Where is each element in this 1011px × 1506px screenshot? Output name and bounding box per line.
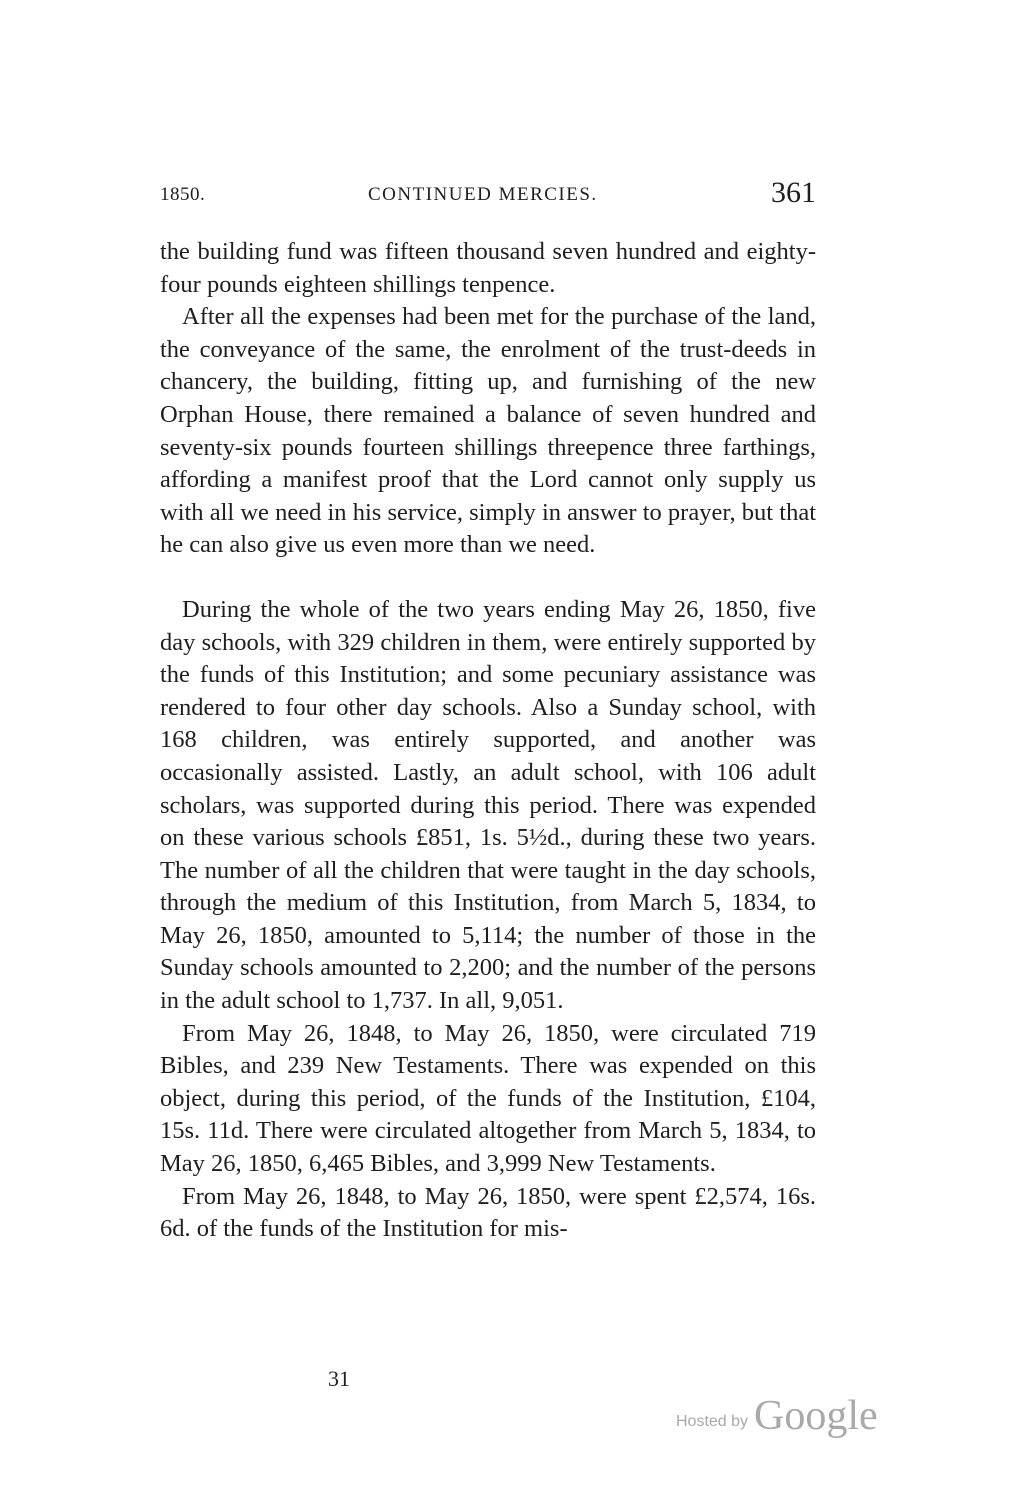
header-year: 1850. — [160, 184, 206, 205]
google-watermark — [676, 1392, 878, 1438]
header-title: CONTINUED MERCIES. — [368, 184, 598, 205]
paragraph-orphan-house-balance: After all the expenses had been met for the purchase of the land, the conveyance of the same, the enrolment of the trust-deeds in chancery, the building, fitting up, and furnishing of the new Orphan House, there remained a balance of seven hundred and seventy-six pounds fourteen shillings threepence three farthings, affording a manifest proof that the Lord cannot only supply us with all we need in his service, simply in answer to prayer, but that he can also give us even more than we need. — [160, 303, 816, 559]
signature-mark: 31 — [328, 1366, 350, 1391]
page-number: 361 — [771, 176, 816, 209]
running-head — [160, 176, 816, 216]
paragraph-schools: During the whole of the two years ending May 26, 1850, five day schools, with 329 children in them, were entirely supported by the funds of this Institution; and some pecuniary assistance was rendered to four other day schools. Also a Sunday school, with 168 children, was entirely supported, and another was occasionally assisted. Lastly, an adult school, with 106 adult scholars, was supported during this period. There was expended on these various schools £851, 1s. 5½d., during these two years. The number of all the children that were taught in the day schools, through the medium of this Institution, from March 5, 1834, to May 26, 1850, amounted to 5,114; the number of those in the Sunday schools amounted to 2,200; and the number of the persons in the adult school to 1,737. In all, 9,051. — [160, 595, 816, 1015]
body-text — [160, 236, 816, 1246]
paragraph-missions: From May 26, 1848, to May 26, 1850, were spent £2,574, 16s. 6d. of the funds of the Institution for mis- — [160, 1182, 816, 1243]
watermark-prefix: Hosted by — [676, 1413, 749, 1430]
watermark-brand: Google — [754, 1393, 878, 1439]
paragraph-bibles: From May 26, 1848, to May 26, 1850, were circulated 719 Bibles, and 239 New Testaments. There was expended on this object, during this period, of the funds of the Institution, £104, 15s. 11d. There were circulated altogether from March 5, 1834, to May 26, 1850, 6,465 Bibles, and 3,999 New Testaments. — [160, 1019, 816, 1178]
paragraph-continuation: the building fund was fifteen thousand seven hundred and eighty-four pounds eighteen shillings tenpence. — [160, 238, 816, 298]
